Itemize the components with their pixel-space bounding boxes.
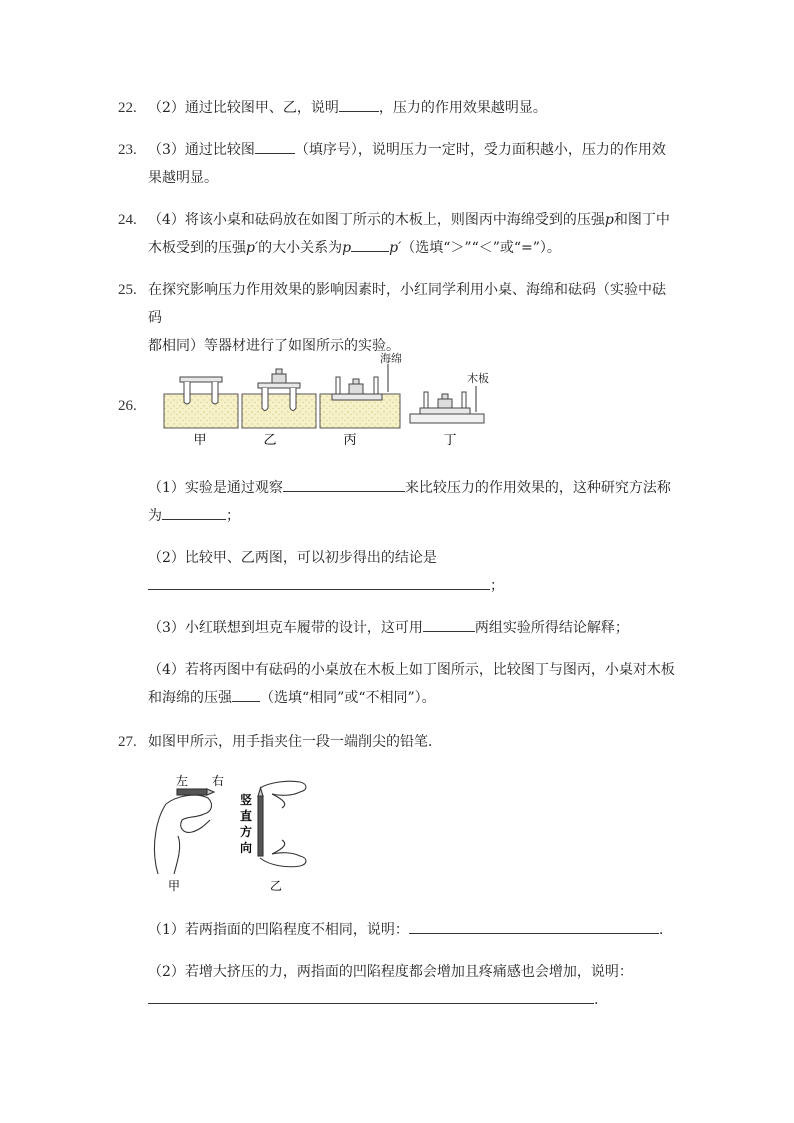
label-vertical-4: 向 bbox=[239, 841, 253, 855]
text-pre: （2）通过比较图甲、乙，说明 bbox=[148, 100, 339, 116]
text: （1）若两指面的凹陷程度不相同，说明： bbox=[148, 922, 409, 938]
answer-blank[interactable] bbox=[232, 685, 260, 702]
text-line2c: （选填“＞”“＜”或“=”）。 bbox=[401, 240, 561, 256]
label-vertical-3: 方 bbox=[239, 825, 253, 839]
symbol-p-prime: p′ bbox=[246, 240, 259, 256]
setup-bing bbox=[320, 351, 402, 428]
symbol-p: p bbox=[604, 212, 614, 228]
table-top-inverted bbox=[332, 394, 382, 400]
text: 和海绵的压强 bbox=[148, 690, 232, 706]
table-leg bbox=[184, 382, 190, 404]
pencil bbox=[177, 789, 207, 795]
caption-ding: 丁 bbox=[443, 433, 457, 448]
finger bbox=[272, 840, 285, 854]
table-leg bbox=[424, 392, 428, 408]
question-text: 如图甲所示，用手指夹住一段一端削尖的铅笔． bbox=[148, 734, 442, 750]
question-number: 27. bbox=[118, 734, 137, 750]
label-vertical-1: 竖 bbox=[239, 793, 253, 807]
lower-hand bbox=[260, 853, 306, 867]
q26-sub1 bbox=[148, 474, 678, 530]
question-24 bbox=[118, 206, 678, 262]
answer-blank[interactable] bbox=[409, 917, 659, 934]
text-post: ，压力的作用效果越明显。 bbox=[378, 100, 547, 116]
text: ； bbox=[226, 508, 240, 524]
label-vertical-2: 直 bbox=[239, 809, 253, 823]
text: . bbox=[594, 992, 599, 1008]
text-line1b: 和图丁中 bbox=[613, 212, 670, 228]
question-number: 25. bbox=[118, 282, 137, 298]
setup-ding bbox=[410, 371, 489, 423]
text: （2）若增大挤压的力，两指面的凹陷程度都会增加且疼痛感也会增加，说明： bbox=[148, 964, 633, 980]
label-board: 木板 bbox=[467, 372, 489, 385]
finger bbox=[272, 794, 285, 808]
label-sponge: 海绵 bbox=[380, 352, 402, 365]
answer-blank[interactable] bbox=[283, 475, 405, 492]
question-text bbox=[148, 136, 678, 192]
setup-yi bbox=[242, 369, 316, 428]
text: （3）小红联想到坦克车履带的设计，这可用 bbox=[148, 620, 423, 636]
question-number: 26. bbox=[118, 398, 137, 414]
q26-sub4 bbox=[148, 656, 678, 712]
table-leg bbox=[290, 388, 296, 411]
text: . bbox=[658, 922, 664, 938]
wood-board bbox=[410, 414, 484, 423]
symbol-p: p bbox=[342, 240, 352, 256]
answer-blank[interactable] bbox=[148, 987, 594, 1004]
table-leg bbox=[374, 377, 378, 394]
sponge-block bbox=[242, 394, 316, 428]
question-number: 22. bbox=[118, 100, 137, 116]
text-line1: 在探究影响压力作用效果的影响因素时，小红同学利用小桌、海绵和砝码（实验中砝码 bbox=[148, 282, 666, 326]
question-27 bbox=[118, 728, 678, 756]
q26-sub2 bbox=[148, 544, 678, 600]
hand-outline bbox=[154, 804, 166, 874]
q27-sub2 bbox=[148, 958, 678, 1014]
text: （1）实验是通过观察 bbox=[148, 480, 283, 496]
weight-knob bbox=[442, 394, 448, 399]
table-leg bbox=[336, 377, 340, 394]
question-text bbox=[148, 276, 678, 360]
weight-knob bbox=[353, 379, 359, 384]
label-left: 左 bbox=[175, 774, 189, 788]
text-line2: 果越明显。 bbox=[148, 170, 218, 186]
weight-knob bbox=[276, 369, 282, 374]
figure-yi bbox=[258, 781, 306, 866]
question-number: 24. bbox=[118, 212, 137, 228]
text: ； bbox=[490, 578, 504, 594]
question-25 bbox=[118, 276, 678, 360]
question-number: 23. bbox=[118, 142, 137, 158]
caption-jia: 甲 bbox=[193, 433, 207, 448]
answer-blank[interactable] bbox=[148, 573, 490, 590]
table-top-inverted bbox=[420, 408, 470, 414]
text: （4）若将丙图中有砝码的小桌放在木板上如丁图所示，比较图丁与图丙，小桌对木板 bbox=[148, 662, 675, 678]
question-text bbox=[148, 206, 678, 262]
caption-yi: 乙 bbox=[269, 879, 283, 893]
text: 两组实验所得结论解释； bbox=[474, 620, 629, 636]
question-23 bbox=[118, 136, 678, 192]
figure-pencil-fingers bbox=[148, 774, 318, 896]
table-leg bbox=[462, 392, 466, 408]
table-leg bbox=[212, 382, 218, 404]
table-top bbox=[180, 377, 222, 382]
answer-blank[interactable] bbox=[351, 235, 389, 252]
text-line2b: 的大小关系为 bbox=[258, 240, 343, 256]
setup-jia bbox=[164, 377, 238, 428]
pencil-tip bbox=[207, 789, 214, 795]
q26-sub3 bbox=[148, 614, 678, 642]
text-line1: （4）将该小桌和砝码放在如图丁所示的木板上，则图丙中海绵受到的压强 bbox=[148, 212, 605, 228]
text: 来比较压力的作用效果的，这种研究方法称 bbox=[404, 480, 671, 496]
weight bbox=[438, 399, 452, 408]
q27-sub1 bbox=[148, 916, 678, 944]
text-line2a: 木板受到的压强 bbox=[148, 240, 246, 256]
table-top bbox=[258, 383, 300, 388]
pencil bbox=[258, 796, 263, 856]
answer-blank[interactable] bbox=[255, 137, 295, 154]
caption-yi: 乙 bbox=[263, 433, 277, 448]
hand-fingers bbox=[166, 795, 211, 832]
caption-bing: 丙 bbox=[343, 433, 357, 448]
caption-jia: 甲 bbox=[167, 879, 181, 893]
text: （2）比较甲、乙两图，可以初步得出的结论是 bbox=[148, 550, 437, 566]
text: 为 bbox=[148, 508, 162, 524]
question-22 bbox=[118, 94, 678, 122]
weight bbox=[349, 384, 363, 394]
question-text bbox=[148, 94, 678, 122]
text-line2: 都相同）等器材进行了如图所示的实验。 bbox=[148, 338, 400, 354]
upper-hand bbox=[260, 781, 306, 795]
symbol-p-prime: p′ bbox=[389, 240, 402, 256]
text-post: （填序号），说明压力一定时，受力面积越小，压力的作用效 bbox=[294, 142, 666, 158]
figure-jia bbox=[154, 789, 214, 874]
pencil-tip bbox=[258, 788, 263, 796]
weight bbox=[272, 374, 286, 383]
figure-pressure-experiment bbox=[160, 350, 500, 450]
label-right: 右 bbox=[211, 774, 225, 788]
answer-blank[interactable] bbox=[423, 615, 475, 632]
answer-blank[interactable] bbox=[339, 95, 379, 112]
table-leg bbox=[262, 388, 268, 411]
text-pre: （3）通过比较图 bbox=[148, 142, 255, 158]
answer-blank[interactable] bbox=[162, 503, 226, 520]
text: （选填“相同”或“不相同”）。 bbox=[260, 690, 436, 706]
sponge-block bbox=[164, 394, 238, 428]
hand-palm bbox=[174, 836, 180, 874]
